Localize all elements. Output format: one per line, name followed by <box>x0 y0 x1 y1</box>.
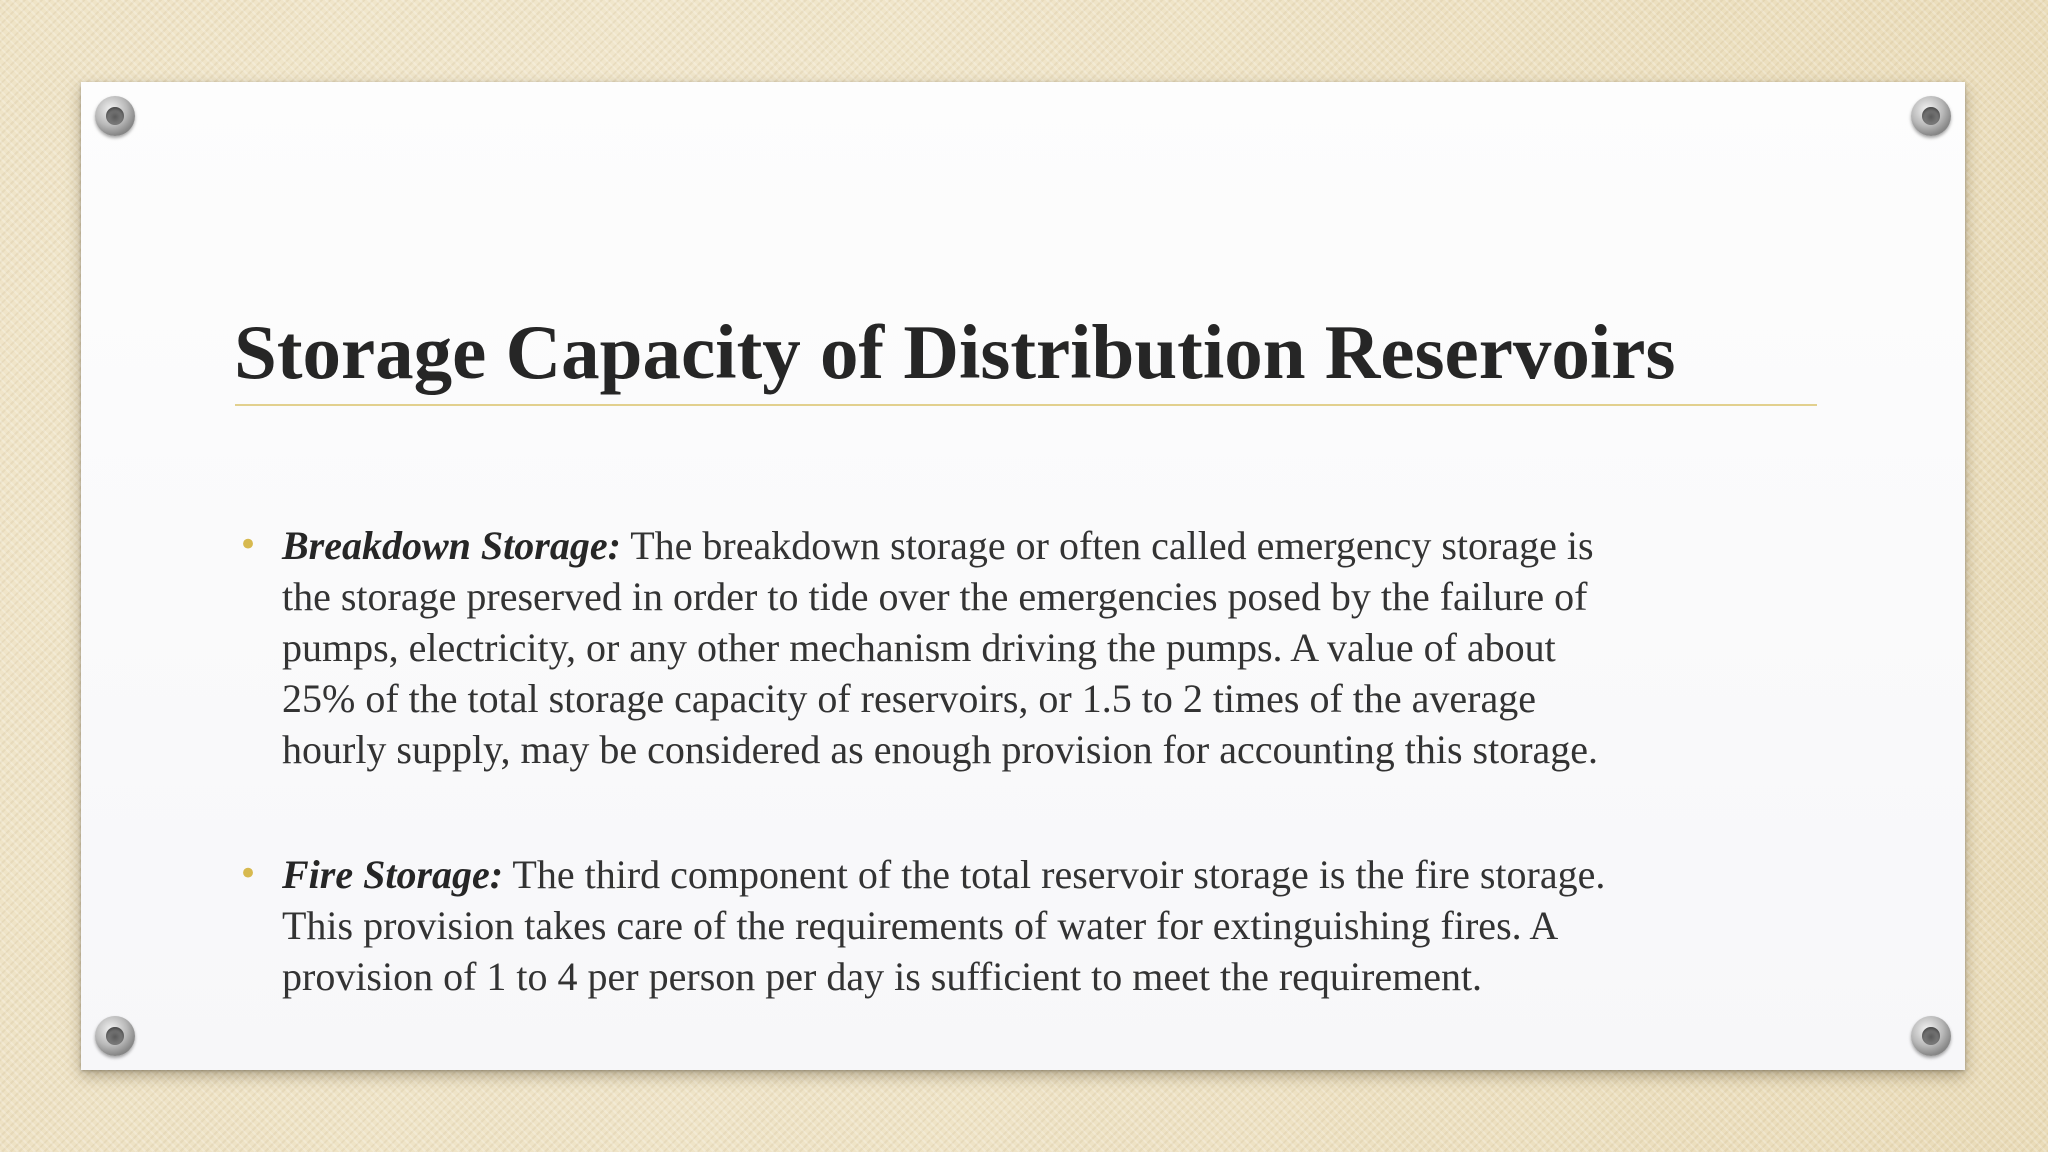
grommet-icon <box>95 96 135 136</box>
bullet-text: The breakdown storage or often called emergency storage is <box>630 523 1594 568</box>
bullet-line: hourly supply, may be considered as enough provision for accounting this storage. <box>282 727 1599 772</box>
bullet-line <box>282 520 1835 571</box>
slide-title: Storage Capacity of Distribution Reservoirs <box>234 309 1676 395</box>
bullet-line <box>282 849 1835 900</box>
grommet-icon <box>95 1016 135 1056</box>
bullet-text: The third component of the total reservoir storage is the fire storage. <box>512 852 1606 897</box>
grommet-icon <box>1911 1016 1951 1056</box>
bullet-icon: • <box>238 854 259 894</box>
bullet-icon: • <box>238 525 259 565</box>
bullet-line: pumps, electricity, or any other mechanism driving the pumps. A value of about <box>282 625 1556 670</box>
slide-card <box>81 82 1965 1070</box>
bullet-item-breakdown-storage <box>235 520 1835 775</box>
bullet-line: the storage preserved in order to tide over the emergencies posed by the failure of <box>282 574 1588 619</box>
bullet-line: This provision takes care of the requirements of water for extinguishing fires. A <box>282 903 1559 948</box>
title-divider <box>235 404 1817 406</box>
bullet-item-fire-storage <box>235 849 1835 1002</box>
bullet-line: provision of 1 to 4 per person per day is sufficient to meet the requirement. <box>282 954 1483 999</box>
grommet-icon <box>1911 96 1951 136</box>
bullet-term: Fire Storage: <box>282 852 504 897</box>
bullet-list <box>235 520 1835 1002</box>
bullet-term: Breakdown Storage: <box>282 523 621 568</box>
bullet-line: 25% of the total storage capacity of reservoirs, or 1.5 to 2 times of the average <box>282 676 1537 721</box>
